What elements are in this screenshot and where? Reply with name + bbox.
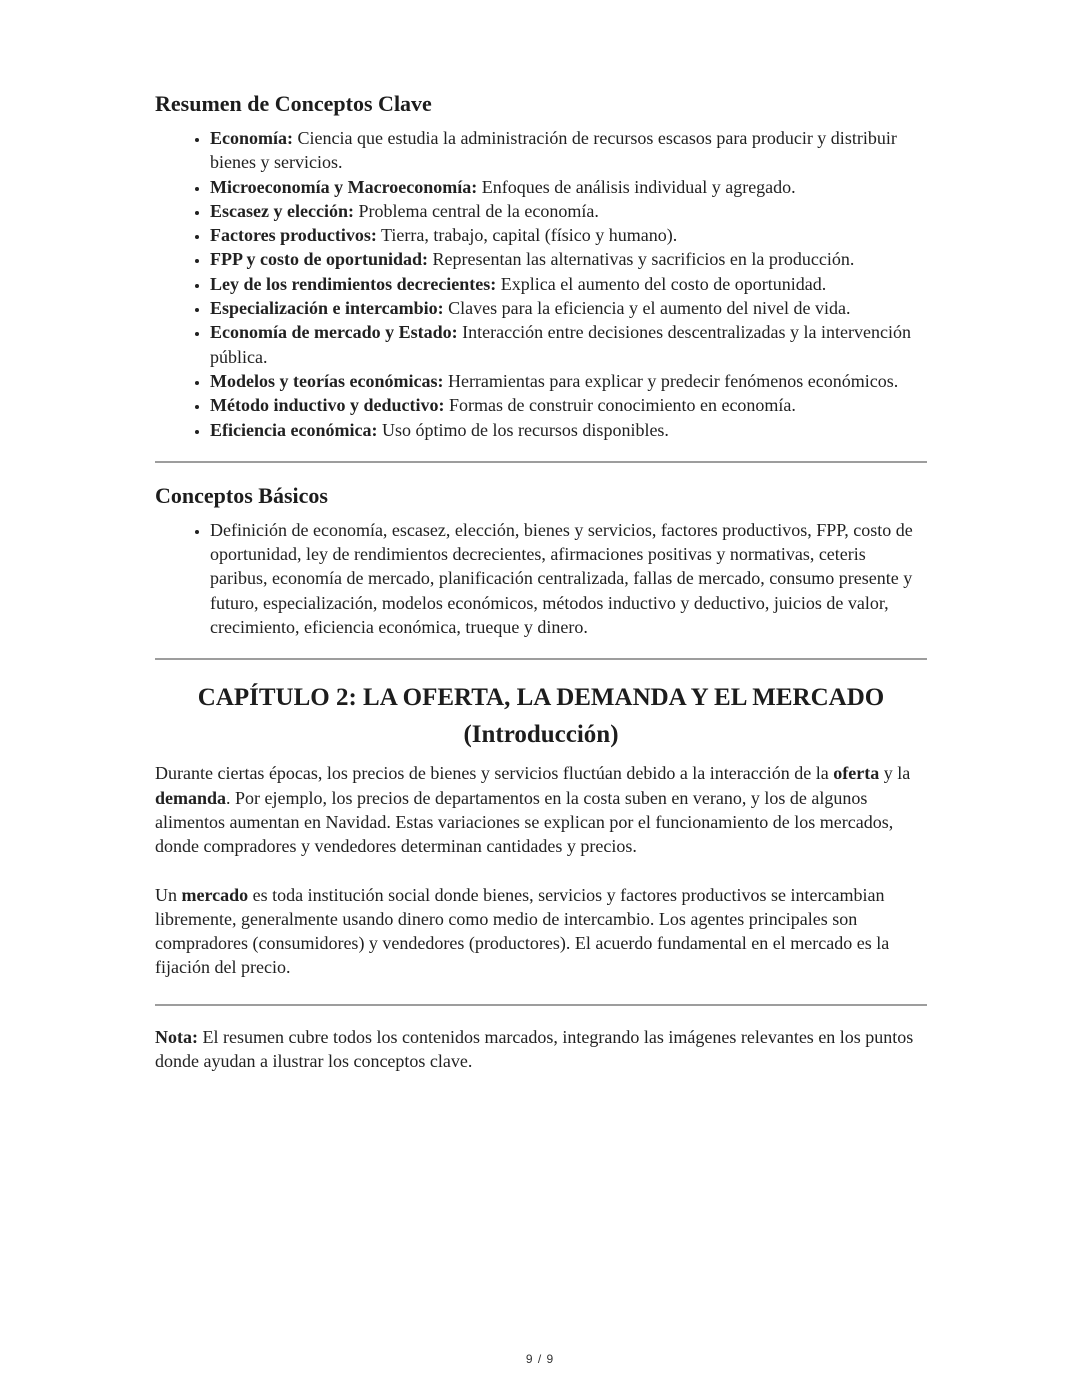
bold-term: demanda <box>155 787 227 808</box>
nota-label: Nota: <box>155 1026 198 1047</box>
section-title-conceptos: Conceptos Básicos <box>155 482 328 508</box>
term-desc: Tierra, trabajo, capital (físico y humano). <box>381 225 678 246</box>
resumen-list <box>155 126 927 442</box>
term-label: Método inductivo y deductivo: <box>210 395 445 416</box>
term-desc: Formas de construir conocimiento en economía. <box>449 395 796 416</box>
term-label: FPP y costo de oportunidad: <box>210 249 429 270</box>
conceptos-list <box>155 518 927 639</box>
term-desc: Claves para la eficiencia y el aumento del nivel de vida. <box>448 298 851 319</box>
term-label: Modelos y teorías económicas: <box>210 370 444 391</box>
list-item <box>210 393 927 417</box>
chapter-title <box>155 679 927 753</box>
list-item <box>210 247 927 271</box>
chapter-title-line2: (Introducción) <box>463 721 619 749</box>
term-label: Eficiencia económica: <box>210 419 378 440</box>
list-item <box>210 296 927 320</box>
paragraph-fluctuations <box>155 761 927 858</box>
text-run: y la <box>879 763 911 784</box>
list-item <box>210 320 927 369</box>
section-title-resumen: Resumen de Conceptos Clave <box>155 91 432 116</box>
text-run: Un <box>155 884 182 905</box>
list-item <box>210 126 927 175</box>
text-run: . Por ejemplo, los precios de departamentos en la costa suben en verano, y los de algunos alimentos aumentan en Navidad. Estas variaciones se explican por el funcionamiento de los mercados, donde compradores y vendedores determinan cantidades y precios. <box>155 787 894 857</box>
text-run: es toda institución social donde bienes, servicios y factores productivos se intercambian libremente, generalmente usando dinero como medio de intercambio. Los agentes principales son compradores (consumidores) y vendedores (productores). El acuerdo fundamental en el mercado es la fijación del precio. <box>155 884 890 978</box>
list-item <box>210 223 927 247</box>
list-item <box>210 272 927 296</box>
page-number: 9 / 9 <box>525 1352 555 1366</box>
term-label: Microeconomía y Macroeconomía: <box>210 176 478 197</box>
paragraph-nota <box>155 1025 927 1074</box>
chapter-title-line1: CAPÍTULO 2: LA OFERTA, LA DEMANDA Y EL MERCADO <box>197 684 885 712</box>
term-desc: Explica el aumento del costo de oportunidad. <box>500 273 827 294</box>
section-divider <box>155 461 927 463</box>
term-desc: Definición de economía, escasez, elección, bienes y servicios, factores productivos, FPP, costo de oportunidad, ley de rendimientos decrecientes, afirmaciones positivas y normativas, ceteris paribus, economía de mercado, planificación centralizada, fallas de mercado, consumo presente y futuro, especialización, modelos económicos, métodos inductivo y deductivo, juicios de valor, crecimiento, eficiencia económica, trueque y dinero. <box>210 519 913 638</box>
term-label: Economía: <box>210 128 293 148</box>
term-label: Economía de mercado y Estado: <box>210 322 458 343</box>
text-run: El resumen cubre todos los contenidos marcados, integrando las imágenes relevantes en los puntos donde ayudan a ilustrar los conceptos clave. <box>155 1026 914 1072</box>
list-item <box>210 518 927 639</box>
section-divider <box>155 658 927 660</box>
term-label: Especialización e intercambio: <box>210 298 444 319</box>
term-desc: Herramientas para explicar y predecir fenómenos económicos. <box>447 370 899 391</box>
term-desc: Representan las alternativas y sacrificios en la producción. <box>432 249 855 270</box>
term-desc: Enfoques de análisis individual y agregado. <box>481 176 796 197</box>
document-content <box>155 90 927 1073</box>
list-item <box>210 175 927 199</box>
paragraph-mercado <box>155 883 927 980</box>
term-label: Factores productivos: <box>210 225 377 246</box>
section-divider <box>155 1004 927 1006</box>
bold-term: mercado <box>181 884 249 905</box>
list-item <box>210 199 927 223</box>
list-item <box>210 369 927 393</box>
term-desc: Ciencia que estudia la administración de recursos escasos para producir y distribuir bienes y servicios. <box>210 128 897 173</box>
term-desc: Problema central de la economía. <box>358 200 599 221</box>
term-desc: Uso óptimo de los recursos disponibles. <box>381 419 669 440</box>
list-item <box>210 418 927 442</box>
term-label: Ley de los rendimientos decrecientes: <box>210 273 497 294</box>
term-desc: Interacción entre decisiones descentralizadas y la intervención pública. <box>210 322 911 367</box>
bold-term: oferta <box>833 763 880 784</box>
text-run: Durante ciertas épocas, los precios de bienes y servicios fluctúan debido a la interacción de la <box>155 763 834 784</box>
term-label: Escasez y elección: <box>210 200 354 221</box>
